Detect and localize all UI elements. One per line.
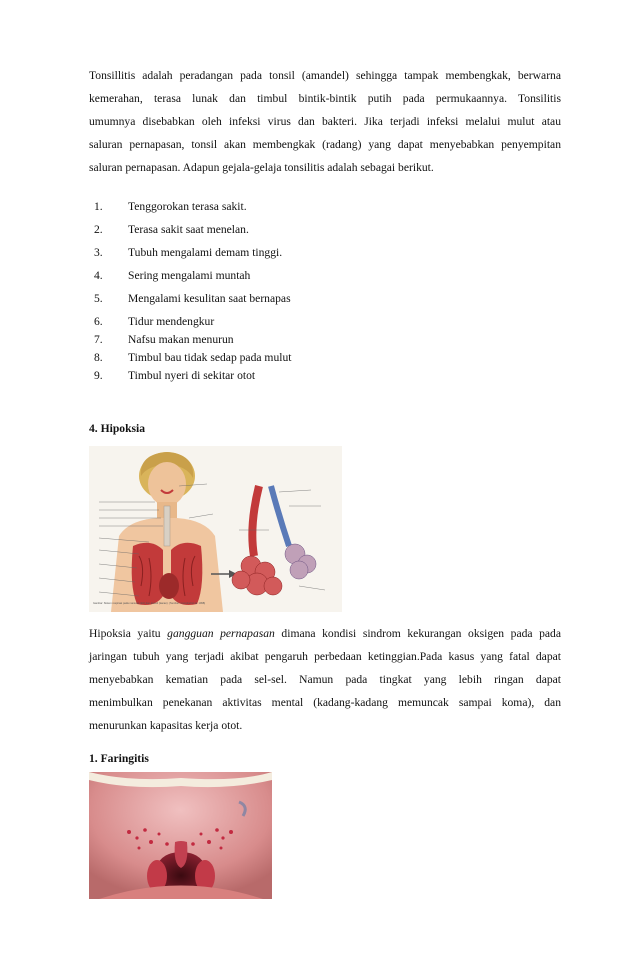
section-heading-hipoksia: 4. Hipoksia (89, 422, 146, 435)
tonsillitis-paragraph (89, 64, 561, 179)
paragraph-line: menyebabkan kematian pada sel-sel. Namun pada tingkat yang lebih ringan dapat (89, 673, 561, 686)
respiratory-system-figure (89, 446, 342, 612)
italic-term: gangguan pernapasan (167, 627, 275, 640)
paragraph-line: saluran pernapasan. Adapun gejala-gelaja tonsilitis adalah sebagai berikut. (89, 161, 434, 174)
paragraph-line: saluran pernapasan, tonsil akan membengkak (radang) yang dapat menyebabkan penyempitan (89, 138, 561, 151)
pharyngitis-photo (89, 772, 272, 899)
paragraph-line: kemerahan, terasa lunak dan timbul bintik-bintik putih pada permukaannya. Tonsilitis (89, 92, 561, 105)
section-heading-faringitis: 1. Faringitis (89, 752, 149, 765)
throat-illustration (89, 772, 272, 899)
paragraph-line: umumnya disebabkan oleh infeksi virus dan bakteri. Jika terjadi infeksi melalui mulut atau (89, 115, 561, 128)
document-page: Tonsillitis adalah peradangan pada tonsil (amandel) sehingga tampak membengkak, berwarna kemerahan, terasa lunak dan timbul bintik-bintik putih pada permukaannya. Tonsilitis umumnya disebabkan oleh infeksi virus dan bakteri. Jika terjadi infeksi melalui mulut atau saluran pernapasan, tonsil akan membengkak (radang) yang dapat menyebabkan penyempitan saluran pernapasan. Adapun gejala-gelaja tonsilitis adalah sebagai berikut. 1. Tenggorokan terasa sakit. 2. Terasa sakit saat menelan. 3. Tubuh mengalami demam tinggi. 4. Sering mengalami muntah 5. Mengalami kesulitan saat bernapas 6. Tidur mendengkur 7. Nafsu makan menurun 8. Timbul bau tidak sedap pada mulut 9. Timbul nyeri di sekitar otot 4. Hipoksia Gambar: Sistem respirasi pada manusia (kiri) dan alveoli (kanan). (Sumber: Campbell et al. 1998) Hipoksia yaitu gangguan pernapasan dimana kondisi sindrom kekurangan oksigen pada pada jaringan tubuh yang terjadi akibat pengaruh perbedaan ketinggian.Pada kasus yang fatal dapat menyebabkan kematian pada sel-sel. Namun pada tingkat yang lebih ringan dapat menimbulkan penekanan aktivitas mental (kadang-kadang memuncak sampai koma), dan menurunkan kapasitas kerja otot. 1. Faringitis (0, 0, 638, 979)
paragraph-line: Tonsillitis adalah peradangan pada tonsil (amandel) sehingga tampak membengkak, berwarna (89, 69, 561, 82)
respiratory-illustration (89, 446, 342, 612)
paragraph-line: jaringan tubuh yang terjadi akibat pengaruh perbedaan ketinggian.Pada kasus yang fatal dapat (89, 650, 561, 663)
paragraph-line: Hipoksia yaitu gangguan pernapasan dimana kondisi sindrom kekurangan oksigen pada pada (89, 627, 561, 640)
paragraph-line: menimbulkan penekanan aktivitas mental (kadang-kadang memuncak sampai koma), dan (89, 696, 561, 709)
figure-caption: Gambar: Sistem respirasi pada manusia (kiri) dan alveoli (kanan). (Sumber: Campbell et al. 1998) (93, 602, 206, 605)
hipoksia-paragraph (89, 622, 561, 737)
paragraph-line: menurunkan kapasitas kerja otot. (89, 719, 243, 732)
